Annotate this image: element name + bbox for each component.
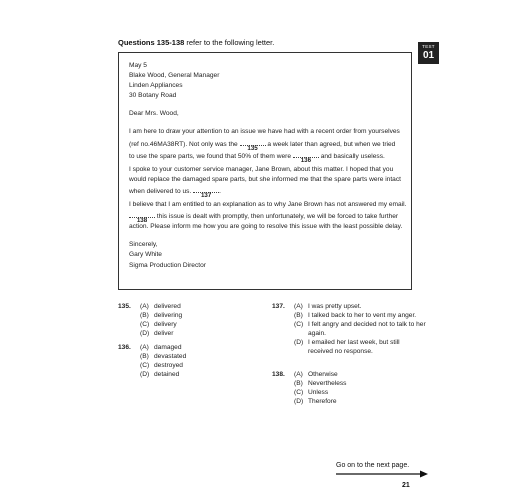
option-a[interactable]: (A) delivered (140, 303, 181, 310)
option-a[interactable]: (A) Otherwise (294, 371, 338, 378)
option-b[interactable]: (B) I talked back to her to vent my anger. (294, 312, 417, 320)
next-page-text: Go on to the next page. (336, 462, 410, 469)
letter-closing: Sincerely, (129, 241, 158, 249)
paragraph-3-line-2: 138 this issue is dealt with promptly, then unfortunately, we will be forced to take further (129, 210, 409, 222)
option-b[interactable]: (B) delivering (140, 312, 183, 320)
test-tab-number: 01 (422, 50, 435, 61)
option-a[interactable]: (A) damaged (140, 344, 182, 351)
question-number: 135. (118, 303, 131, 310)
paragraph-2-line-1: I spoke to your customer service manager, Jane Brown, about this matter. I hoped that you (129, 165, 394, 173)
option-d[interactable]: (D) deliver (140, 330, 174, 338)
question-number: 137. (272, 303, 285, 310)
letter-address: 30 Botany Road (129, 92, 177, 100)
blank-135 (240, 138, 266, 152)
letter-box (118, 52, 412, 290)
question-range: Questions 135-138 (118, 38, 185, 47)
letter-signer-title: Sigma Production Director (129, 261, 206, 269)
page-number: 21 (402, 482, 410, 489)
letter-signer: Gary White (129, 251, 162, 259)
option-b[interactable]: (B) devastated (140, 353, 187, 361)
question-number: 138. (272, 371, 285, 378)
test-tab-label: TEST (422, 44, 435, 49)
letter-company: Linden Appliances (129, 82, 183, 90)
paragraph-1-line-3: to use the spare parts, we found that 50% of them were 136 and basically useless. (129, 150, 409, 162)
blank-number: 136 (300, 156, 312, 164)
letter-body (129, 61, 409, 271)
blank-number: 137 (200, 191, 212, 199)
blank-number: 135 (247, 144, 258, 152)
option-c[interactable]: (C) delivery (140, 321, 177, 329)
letter-recipient: Blake Wood, General Manager (129, 72, 220, 80)
option-d[interactable]: (D) detained (140, 371, 180, 379)
option-d[interactable]: (D) Therefore (294, 398, 337, 406)
paragraph-1-line-1: I am here to draw your attention to an issue we have had with a recent order from yourselves (129, 128, 400, 136)
blank-136 (293, 150, 319, 164)
blank-number: 138 (136, 217, 148, 225)
option-b[interactable]: (B) Nevertheless (294, 380, 347, 388)
heading-instruction: refer to the following letter. (186, 38, 275, 47)
paragraph-2-line-2: would replace the damaged spare parts, but she informed me that the spare parts were intact (129, 175, 401, 183)
questions-heading (118, 38, 274, 47)
question-number: 136. (118, 344, 131, 351)
letter-date: May 5 (129, 62, 147, 69)
paragraph-1-line-2: (ref no.46MA38RT). Not only was the 135 a week later than agreed, but when we tried (129, 138, 409, 150)
blank-138 (129, 210, 155, 225)
paragraph-2-line-3: when delivered to us. 137 . (129, 185, 409, 197)
option-d[interactable]: (D) I emailed her last week, but still received no response. (294, 339, 400, 356)
blank-137 (193, 185, 219, 199)
option-a[interactable]: (A) I was pretty upset. (294, 303, 362, 310)
paragraph-3-line-1: I believe that I am entitled to an explanation as to why Jane Brown has not answered my email. (129, 201, 407, 209)
paragraph-3-line-3: action. Please inform me how you are going to resolve this issue with the least possible delay. (129, 223, 403, 231)
option-c[interactable]: (C) I felt angry and decided not to talk to her again. (294, 321, 426, 338)
option-c[interactable]: (C) destroyed (140, 362, 183, 370)
right-arrow-icon (336, 470, 428, 478)
option-c[interactable]: (C) Unless (294, 389, 329, 397)
letter-salutation: Dear Mrs. Wood, (129, 110, 179, 118)
test-tab (418, 42, 439, 64)
